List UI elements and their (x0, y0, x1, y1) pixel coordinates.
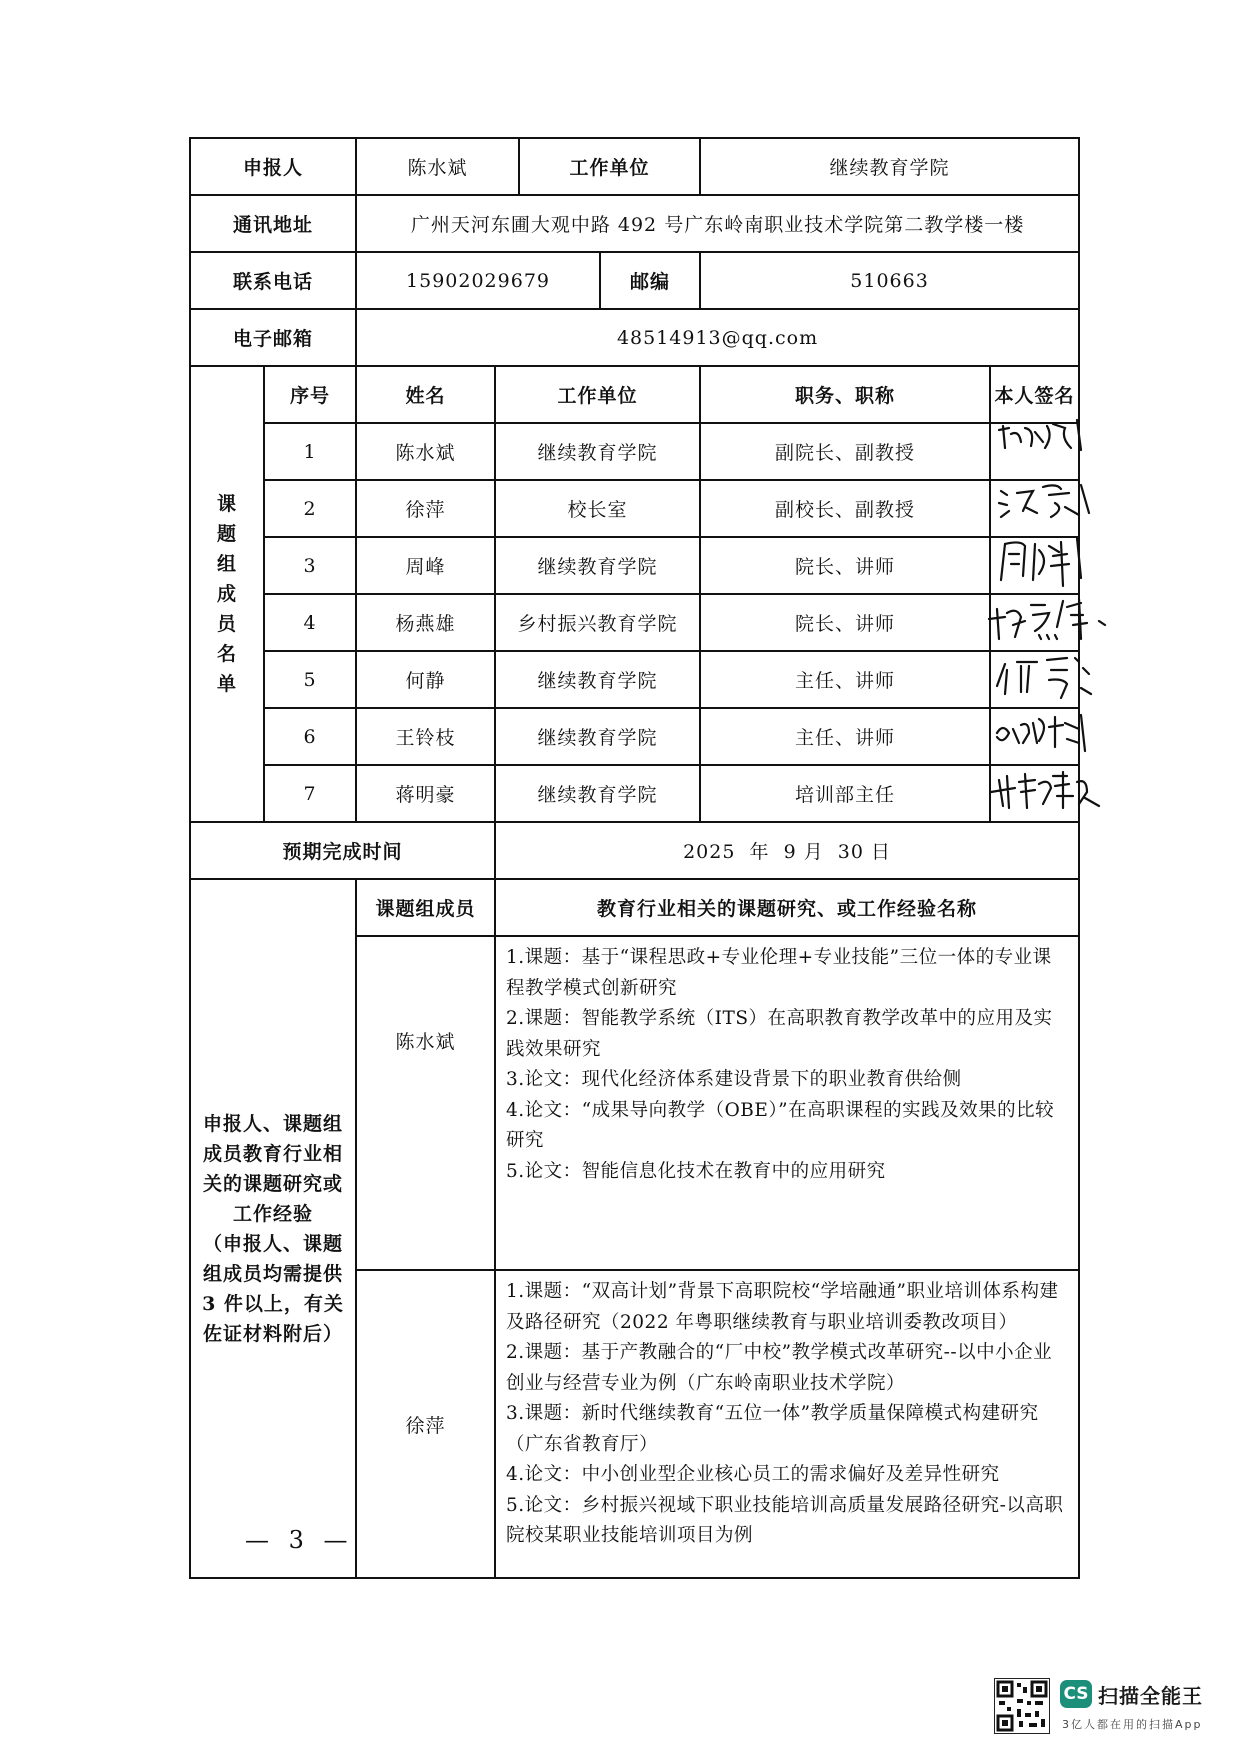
postcode-label: 邮编 (600, 252, 700, 309)
member-signature-6 (990, 708, 1079, 765)
member-index: 3 (264, 537, 356, 594)
applicant-label: 申报人 (190, 138, 356, 195)
experience-member: 陈水斌 (356, 936, 495, 1270)
member-index: 7 (264, 765, 356, 822)
member-name: 何静 (356, 651, 495, 708)
member-title: 主任、讲师 (700, 708, 990, 765)
member-row (190, 537, 1079, 594)
camscanner-logo: CS (1060, 1680, 1092, 1708)
member-signature-5 (990, 651, 1079, 708)
member-title: 院长、讲师 (700, 594, 990, 651)
col-member-header: 课题组成员 (356, 879, 495, 936)
member-title: 主任、讲师 (700, 651, 990, 708)
scanner-slogan: 3亿人都在用的扫描App (1062, 1718, 1203, 1731)
header-name: 姓名 (356, 366, 495, 423)
qr-code-icon (994, 1678, 1050, 1734)
work-item: 3.论文：现代化经济体系建设背景下的职业教育供给侧 (506, 1069, 962, 1090)
member-index: 1 (264, 423, 356, 480)
page-number: — 3 — (245, 1526, 354, 1554)
experience-member: 徐萍 (356, 1270, 495, 1578)
header-title: 职务、职称 (700, 366, 990, 423)
work-item: 5.论文：智能信息化技术在教育中的应用研究 (506, 1160, 886, 1182)
address-row (190, 195, 1079, 252)
member-name: 杨燕雄 (356, 594, 495, 651)
email-label: 电子邮箱 (190, 309, 356, 366)
header-index: 序号 (264, 366, 356, 423)
scanner-watermark (994, 1678, 1214, 1738)
member-unit: 校长室 (495, 480, 700, 537)
email-row (190, 309, 1079, 366)
member-row (190, 594, 1079, 651)
member-title: 副校长、副教授 (700, 480, 990, 537)
member-row (190, 765, 1079, 822)
member-index: 6 (264, 708, 356, 765)
member-unit: 继续教育学院 (495, 765, 700, 822)
postcode-value: 510663 (700, 252, 1079, 309)
expected-label: 预期完成时间 (190, 822, 495, 879)
work-item: 5.论文：乡村振兴视域下职业技能培训高质量发展路径研究-以高职院校某职业技能培训项目为例 (506, 1494, 1064, 1546)
member-signature-1 (990, 423, 1079, 480)
member-row (190, 423, 1079, 480)
member-unit: 继续教育学院 (495, 537, 700, 594)
member-name: 徐萍 (356, 480, 495, 537)
work-item: 3.课题：新时代继续教育“五位一体”教学质量保障模式构建研究（广东省教育厅） (506, 1403, 1039, 1455)
member-signature-4 (990, 594, 1079, 651)
member-unit: 乡村振兴教育学院 (495, 594, 700, 651)
scanner-app-name: 扫描全能王 (1098, 1684, 1203, 1708)
experience-works (495, 936, 1079, 1270)
member-signature-7 (990, 765, 1079, 822)
address-label: 通讯地址 (190, 195, 356, 252)
header-signature: 本人签名 (990, 366, 1079, 423)
work-item: 1.课题：基于“课程思政+专业伦理+专业技能”三位一体的专业课程教学模式创新研究 (506, 947, 1052, 999)
header-unit: 工作单位 (495, 366, 700, 423)
phone-row (190, 252, 1079, 309)
experience-works (495, 1270, 1079, 1578)
col-works-header: 教育行业相关的课题研究、或工作经验名称 (495, 879, 1079, 936)
email-value: 48514913@qq.com (356, 309, 1079, 366)
member-index: 2 (264, 480, 356, 537)
expected-row (190, 822, 1079, 879)
phone-label: 联系电话 (190, 252, 356, 309)
phone-value: 15902029679 (356, 252, 600, 309)
member-name: 蒋明豪 (356, 765, 495, 822)
expected-value: 2025 年 9 月 30 日 (495, 822, 1079, 879)
applicant-work-unit-label: 工作单位 (519, 138, 700, 195)
member-unit: 继续教育学院 (495, 423, 700, 480)
experience-section-label: 申报人、课题组 成员教育行业相 关的课题研究或 工作经验 （申报人、课题 组成员均需提供 3 件以上，有关 佐证材料附后） (190, 879, 356, 1578)
applicant-row (190, 138, 1079, 195)
member-name: 陈水斌 (356, 423, 495, 480)
application-form-table (189, 137, 1080, 1579)
member-unit: 继续教育学院 (495, 708, 700, 765)
member-title: 院长、讲师 (700, 537, 990, 594)
work-item: 2.课题：智能教学系统（ITS）在高职教育教学改革中的应用及实践效果研究 (506, 1008, 1053, 1060)
work-item: 1.课题：“双高计划”背景下高职院校“学培融通”职业培训体系构建及路径研究（2022 年粤职继续教育与职业培训委教改项目） (506, 1281, 1059, 1333)
member-index: 4 (264, 594, 356, 651)
work-item: 4.论文：中小创业型企业核心员工的需求偏好及差异性研究 (506, 1464, 1000, 1485)
member-name: 王铃枝 (356, 708, 495, 765)
members-section-label: 课 题 组 成 员 名 单 (190, 366, 264, 822)
member-name: 周峰 (356, 537, 495, 594)
work-item: 4.论文：“成果导向教学（OBE）”在高职课程的实践及效果的比较研究 (506, 1099, 1055, 1151)
experience-header-row (190, 879, 1079, 936)
member-title: 培训部主任 (700, 765, 990, 822)
member-unit: 继续教育学院 (495, 651, 700, 708)
member-title: 副院长、副教授 (700, 423, 990, 480)
work-item: 2.课题：基于产教融合的“厂中校”教学模式改革研究--以中小企业创业与经营专业为例（广东岭南职业技术学院） (506, 1342, 1053, 1394)
member-row (190, 480, 1079, 537)
member-signature-3 (990, 537, 1079, 594)
members-header-row (190, 366, 1079, 423)
member-signature-2 (990, 480, 1079, 537)
applicant-name: 陈水斌 (356, 138, 519, 195)
member-index: 5 (264, 651, 356, 708)
member-row (190, 651, 1079, 708)
applicant-work-unit: 继续教育学院 (700, 138, 1079, 195)
address-value: 广州天河东圃大观中路 492 号广东岭南职业技术学院第二教学楼一楼 (356, 195, 1079, 252)
member-row (190, 708, 1079, 765)
